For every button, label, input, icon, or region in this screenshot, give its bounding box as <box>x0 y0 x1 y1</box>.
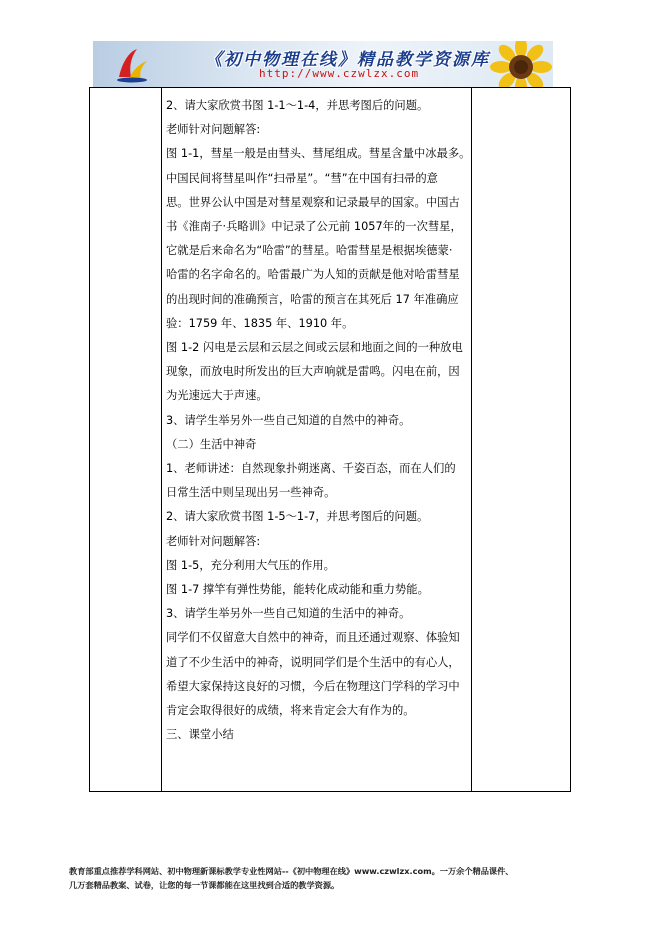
banner-title: 《初中物理在线》精品教学资源库 <box>205 50 490 70</box>
text-line: 书《淮南子·兵略训》中记录了公元前 1057年的一次彗星， <box>166 220 462 234</box>
text-line: 同学们不仅留意大自然中的神奇，而且还通过观察、体验知 <box>166 631 460 645</box>
table-column-divider-right <box>471 87 472 792</box>
section-heading: 三、课堂小结 <box>166 728 234 742</box>
text-line: 老师针对问题解答: <box>166 123 261 137</box>
text-line: 3、请学生举另外一些自己知道的自然中的神奇。 <box>166 413 411 427</box>
text-line: 为光速远大于声速。 <box>166 389 268 403</box>
text-line: 肯定会取得很好的成绩，将来肯定会大有作为的。 <box>166 704 415 718</box>
text-line: 图 1-5，充分利用大气压的作用。 <box>166 558 335 572</box>
text-line: 老师针对问题解答: <box>166 534 261 548</box>
banner-url: http://www.czwlzx.com <box>259 67 420 80</box>
text-line: 中国民间将彗星叫作“扫帚星”。“彗”在中国有扫帚的意 <box>166 171 438 185</box>
text-line: 希望大家保持这良好的习惯，今后在物理这门学科的学习中 <box>166 679 460 693</box>
footer-line: 教育部重点推荐学科网站、初中物理新课标教学专业性网站--《初中物理在线》www.czwlzx.com。一万余个精品课件、 <box>69 866 514 876</box>
header-banner <box>93 41 553 87</box>
section-heading: （二）生活中神奇 <box>166 437 257 451</box>
text-line: 图 1-7 撑竿有弹性势能，能转化成动能和重力势能。 <box>166 583 429 597</box>
table-column-divider-left <box>161 87 162 792</box>
site-logo-icon <box>115 47 149 83</box>
text-line: 的出现时间的准确预言，哈雷的预言在其死后 17 年准确应 <box>166 292 459 306</box>
page-footer <box>69 864 629 892</box>
text-line: 现象，而放电时所发出的巨大声响就是雷鸣。闪电在前，因 <box>166 365 460 379</box>
text-line: 1、老师讲述：自然现象扑朔迷离、千姿百态，而在人们的 <box>166 462 456 476</box>
lesson-content <box>166 94 471 747</box>
sunflower-icon <box>481 41 553 87</box>
text-line: 2、请大家欣赏书图 1-5～1-7，并思考图后的问题。 <box>166 510 429 524</box>
footer-line: 几万套精品教案、试卷，让您的每一节课都能在这里找到合适的教学资源。 <box>69 880 340 890</box>
text-line: 验：1759 年、1835 年、1910 年。 <box>166 316 354 330</box>
text-line: 2、请大家欣赏书图 1-1～1-4，并思考图后的问题。 <box>166 99 429 112</box>
text-line: 日常生活中则呈现出另一些神奇。 <box>166 486 336 500</box>
text-line: 道了不少生活中的神奇，说明同学们是个生活中的有心人， <box>166 655 460 669</box>
text-line: 哈雷的名字命名的。哈雷最广为人知的贡献是他对哈雷彗星 <box>166 268 460 282</box>
text-line: 图 1-1，彗星一般是由彗头、彗尾组成。彗星含量中冰最多。 <box>166 147 471 161</box>
text-line: 3、请学生举另外一些自己知道的生活中的神奇。 <box>166 607 411 621</box>
text-line: 图 1-2 闪电是云层和云层之间或云层和地面之间的一种放电 <box>166 341 463 355</box>
text-line: 思。世界公认中国是对彗星观察和记录最早的国家。中国古 <box>166 195 460 209</box>
text-line: 它就是后来命名为“哈雷”的彗星。哈雷彗星是根据埃德蒙· <box>166 244 453 258</box>
